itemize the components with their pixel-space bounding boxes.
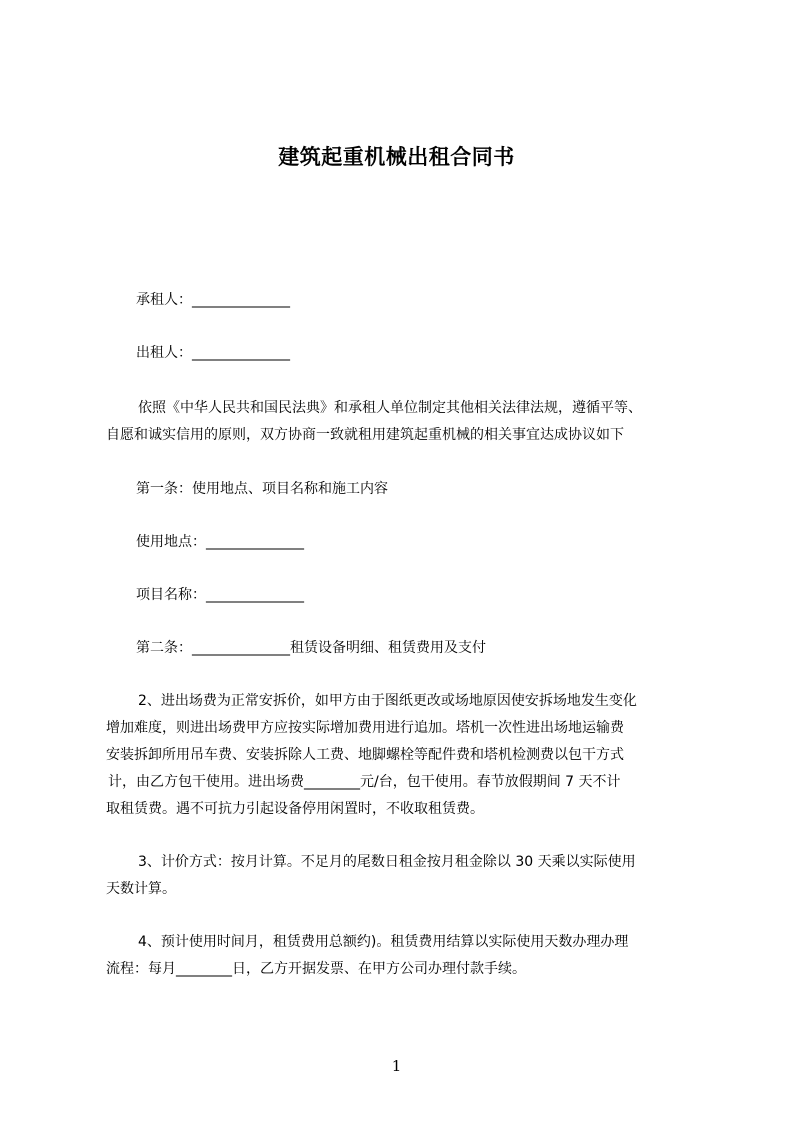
project-line: 项目名称：______________ bbox=[136, 587, 304, 603]
page-number: 1 bbox=[391, 1057, 402, 1075]
article-1-title: 第一条：使用地点、项目名称和施工内容 bbox=[136, 481, 388, 497]
clause-2-line-2: 增加难度，则进出场费甲方应按实际增加费用进行追加。塔机一次性进出场地运输费 bbox=[106, 720, 624, 736]
clause-3-line-2: 天数计算。 bbox=[106, 881, 176, 897]
clause-2-line-4: 计，由乙方包干使用。进出场费________元/台，包干使用。春节放假期间 7 天不计 bbox=[108, 774, 621, 790]
clause-2-line-1: 2、进出场费为正常安拆价，如甲方由于图纸更改或场地原因使安拆场地发生变化 bbox=[138, 693, 637, 709]
document-title: 建筑起重机械出租合同书 bbox=[278, 145, 515, 169]
lessee-line: 承租人：______________ bbox=[136, 292, 290, 308]
clause-3-line-1: 3、计价方式：按月计算。不足月的尾数日租金按月租金除以 30 天乘以实际使用 bbox=[138, 854, 636, 870]
article-2-title: 第二条：______________租赁设备明细、租赁费用及支付 bbox=[136, 640, 486, 656]
clause-4-line-1: 4、预计使用时间月，租赁费用总额约)。租赁费用结算以实际使用天数办理办理 bbox=[138, 934, 629, 950]
location-line: 使用地点：______________ bbox=[136, 534, 304, 550]
lessor-line: 出租人：______________ bbox=[136, 345, 290, 361]
clause-2-line-5: 取租赁费。遇不可抗力引起设备停用闲置时，不收取租赁费。 bbox=[106, 801, 484, 817]
clause-2-line-3: 安装拆卸所用吊车费、安装拆除人工费、地脚螺栓等配件费和塔机检测费以包干方式 bbox=[106, 747, 624, 763]
preamble-line-2: 自愿和诚实信用的原则，双方协商一致就租用建筑起重机械的相关事宜达成协议如下 bbox=[106, 427, 624, 443]
preamble-line-1: 依照《中华人民共和国民法典》和承租人单位制定其他相关法律法规，遵循平等、 bbox=[138, 400, 642, 416]
clause-4-line-2: 流程：每月________日，乙方开据发票、在甲方公司办理付款手续。 bbox=[106, 961, 526, 977]
